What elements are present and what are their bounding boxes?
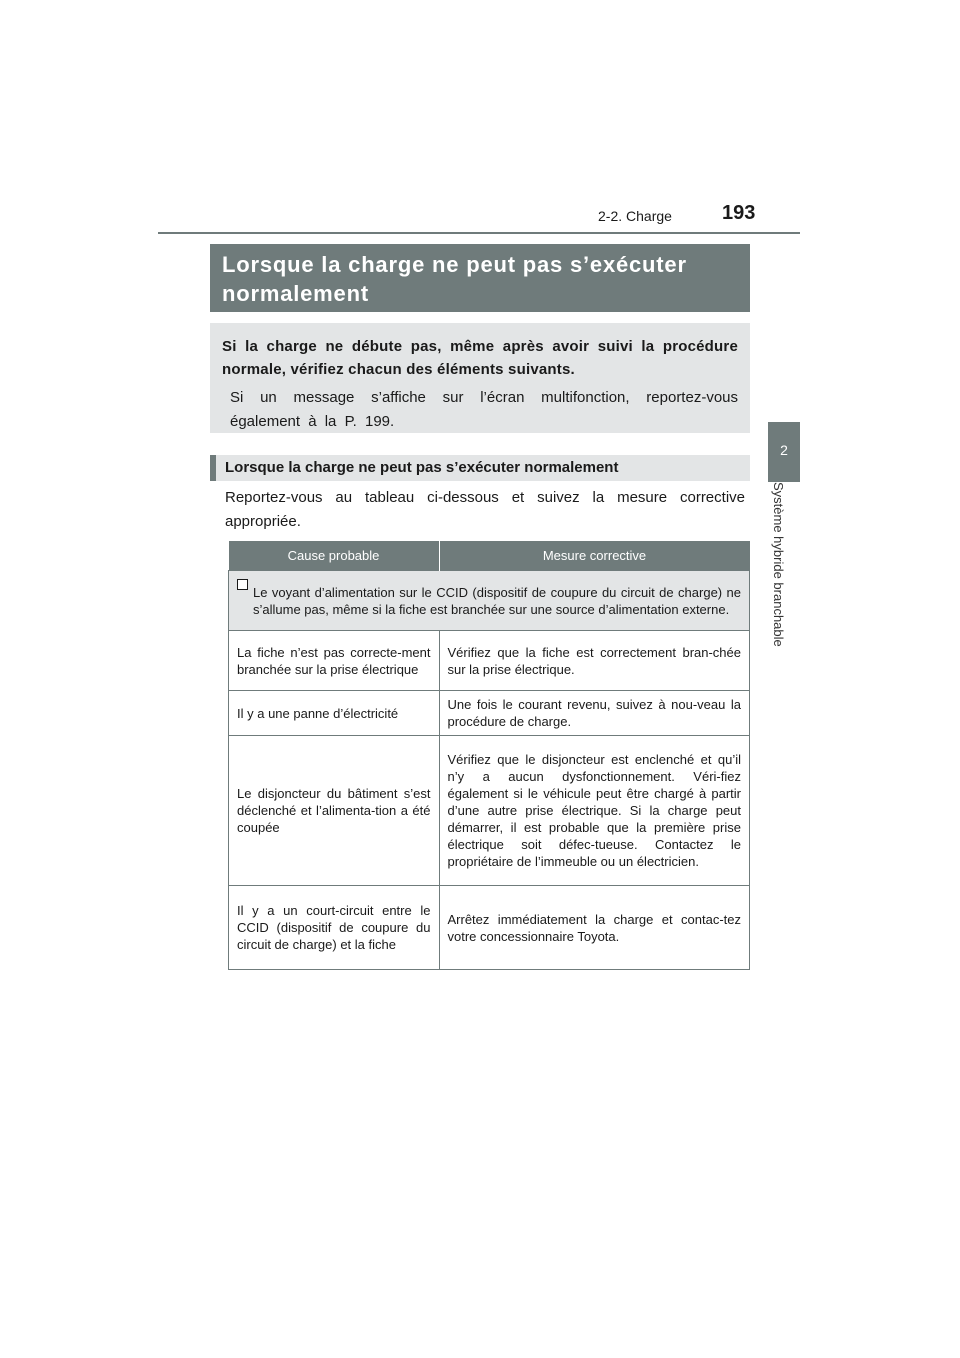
table-group-row [229,571,750,631]
section-title: 2-2. Charge [598,208,672,224]
measure-cell: Vérifiez que le disjoncteur est enclenché et qu’il n’y a aucun dysfonctionnement. Véri-fiez également si le véhicule peut être chargé à partir d’une autre prise électrique. Si la charge peut démarrer, il est probable que la première prise électrique soit défec-tueuse. Contactez le propriétaire de l’immeuble ou un électricien. [439,736,750,886]
chapter-tab [768,422,800,482]
measure-cell: Une fois le courant revenu, suivez à nou-veau la procédure de charge. [439,691,750,736]
group-title: Le voyant d’alimentation sur le CCID (dispositif de coupure du circuit de charge) ne s’allume pas, même si la fiche est branchée sur une source d’alimentation externe. [253,584,741,617]
troubleshooting-table [228,541,750,970]
cause-cell: Le disjoncteur du bâtiment s’est déclenché et l’alimenta-tion a été coupée [229,736,440,886]
table-row [229,886,750,970]
body-paragraph: Reportez-vous au tableau ci-dessous et suivez la mesure corrective appropriée. [225,489,745,530]
intro-normal-text: Si un message s’affiche sur l’écran multifonction, reportez-vous également à la P. 199. [230,389,738,430]
measure-cell: Arrêtez immédiatement la charge et contac-tez votre concessionnaire Toyota. [439,886,750,970]
cause-cell: La fiche n’est pas correcte-ment branchée sur la prise électrique [229,631,440,691]
table-row [229,691,750,736]
table-row [229,736,750,886]
header-divider [158,232,800,234]
chapter-title: Système hybride branchable [771,482,786,647]
column-header-measure: Mesure corrective [439,541,750,571]
main-title: Lorsque la charge ne peut pas s’exécuter normalement [210,244,750,312]
chapter-number: 2 [780,442,788,458]
intro-box [210,323,750,433]
checkbox-icon [237,579,248,590]
cause-cell: Il y a un court-circuit entre le CCID (dispositif de coupure du circuit de charge) et la fiche [229,886,440,970]
table-header-row [229,541,750,571]
measure-cell: Vérifiez que la fiche est correctement bran-chée sur la prise électrique. [439,631,750,691]
group-cell [229,571,750,631]
page-number: 193 [722,202,756,224]
cause-cell: Il y a une panne d’électricité [229,691,440,736]
column-header-cause: Cause probable [229,541,440,571]
sub-heading: Lorsque la charge ne peut pas s’exécuter normalement [210,455,750,481]
intro-bold-text: Si la charge ne débute pas, même après avoir suivi la procédure normale, vérifiez chacun des éléments suivants. [222,338,738,378]
table-row [229,631,750,691]
